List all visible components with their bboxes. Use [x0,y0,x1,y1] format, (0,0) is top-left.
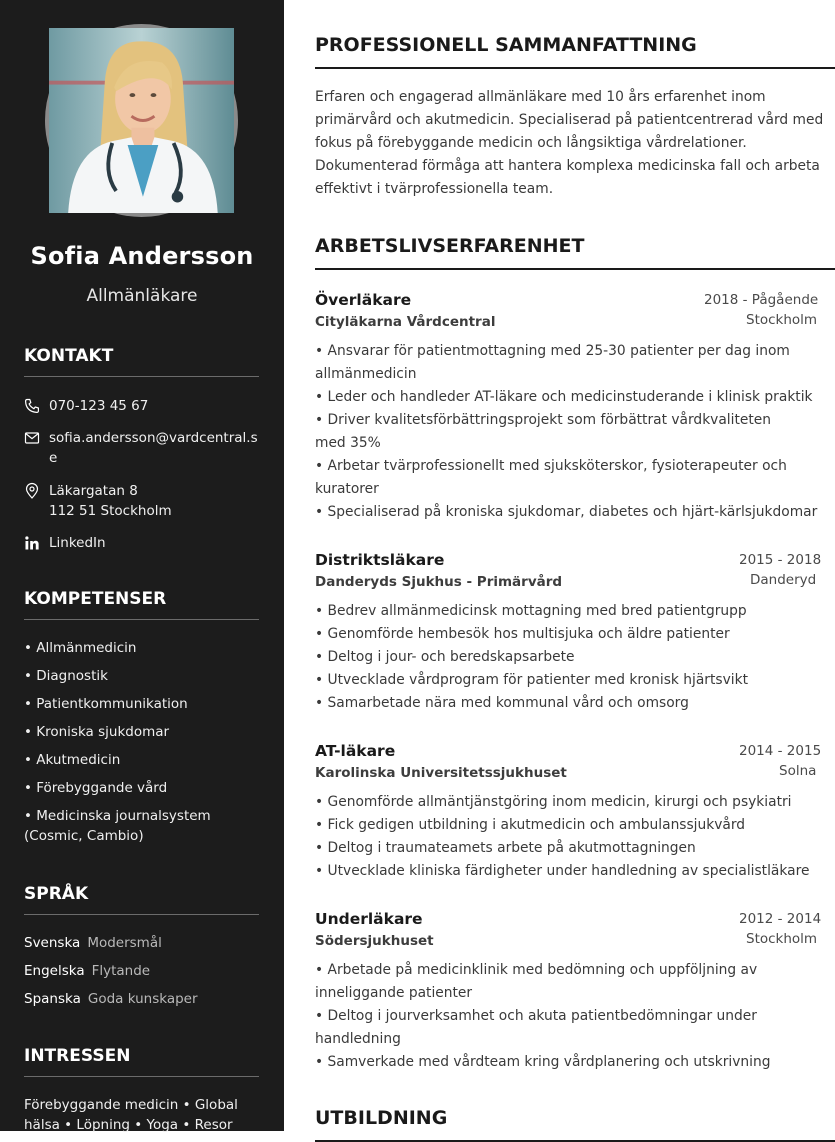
job-bullet: • Arbetade på medicinklinik med bedömning och uppföljning av inneliggande patienter [315,962,758,1001]
job-date: 2014 - 2015 [739,743,822,759]
job-date: 2018 - Pågående [704,292,819,308]
skill-item: • Diagnostik [24,668,108,684]
job-bullets [315,791,810,883]
language-name: Spanska [24,991,81,1007]
job-bullet: • Samarbetade nära med kommunal vård och omsorg [315,695,689,711]
job-bullet: • Specialiserad på kroniska sjukdomar, diabetes och hjärt-kärlsjukdomar [315,504,818,520]
job-title: Underläkare [315,910,423,928]
sidebar [0,0,284,1131]
job-entry [315,741,835,883]
interests-heading: INTRESSEN [24,1046,259,1077]
job-location: Danderyd [750,572,817,588]
main-content [315,0,824,1131]
experience-heading: ARBETSLIVSERFARENHET [315,235,835,270]
summary-line: effektivt i tvärprofessionella team. [315,181,554,197]
location-pin-icon [24,483,40,499]
job-bullet: • Bedrev allmänmedicinsk mottagning med bred patientgrupp [315,603,747,619]
contact-linkedin-text: LinkedIn [49,535,106,551]
skill-item: • Patientkommunikation [24,696,188,712]
job-date: 2012 - 2014 [739,911,822,927]
job-bullet: • Genomförde hembesök hos multisjuka och äldre patienter [315,626,730,642]
skills-heading: KOMPETENSER [24,589,259,620]
phone-icon [24,398,40,414]
summary-text [315,86,824,201]
contact-address [24,481,264,521]
linkedin-icon [24,535,40,551]
job-bullet: • Ansvarar för patientmottagning med 25-30 patienter per dag inom allmänmedicin [315,343,790,382]
language-row [24,961,150,981]
job-bullet: • Driver kvalitetsförbättringsprojekt som förbättrat vårdkvaliteten med 35% [315,412,772,451]
contact-heading: KONTAKT [24,346,259,377]
job-title: Överläkare [315,291,412,309]
job-organization: Karolinska Universitetssjukhuset [315,765,567,781]
skill-item: • Akutmedicin [24,752,121,768]
job-bullet: • Fick gedigen utbildning i akutmedicin och ambulanssjukvård [315,817,746,833]
job-bullets [315,600,800,715]
language-row [24,933,162,953]
job-bullet: • Leder och handleder AT-läkare och medicinstuderande i klinisk praktik [315,389,813,405]
skill-item: • Förebyggande vård [24,780,168,796]
language-level: Flytande [91,963,151,979]
language-level: Modersmål [87,935,162,951]
job-entry [315,909,835,1074]
job-title: Distriktsläkare [315,551,445,569]
job-bullet: • Deltog i jourverksamhet och akuta patientbedömningar under handledning [315,1008,757,1047]
summary-heading: PROFESSIONELL SAMMANFATTNING [315,34,835,69]
job-date: 2015 - 2018 [739,552,822,568]
contact-address-line1: Läkargatan 8 [49,483,138,499]
job-entry [315,550,835,715]
profile-name: Sofia Andersson [30,242,254,270]
contact-phone[interactable] [24,396,264,416]
job-bullet: • Arbetar tvärprofessionellt med sjuksköterskor, fysioterapeuter och kuratorer [315,458,787,497]
languages-heading: SPRÅK [24,884,259,915]
job-organization: Södersjukhuset [315,933,434,949]
skill-item: • Medicinska journalsystem (Cosmic, Cambio) [24,808,211,844]
summary-line: fokus på förebyggande medicin och långsiktiga vårdrelationer. [315,135,747,151]
job-bullet: • Samverkade med vårdteam kring vårdplanering och utskrivning [315,1054,771,1070]
summary-line: Dokumenterad förmåga att hantera komplexa medicinska fall och arbeta [315,158,820,174]
job-bullets [315,959,800,1074]
language-row [24,989,198,1009]
contact-linkedin[interactable] [24,533,264,553]
contact-address-line2: 112 51 Stockholm [49,503,172,519]
contact-phone-text: 070-123 45 67 [49,398,149,414]
avatar [45,24,238,217]
profile-photo [49,28,234,213]
job-bullets [315,340,818,524]
profile-title: Allmänläkare [86,286,198,306]
skill-item: • Allmänmedicin [24,640,137,656]
skill-item: • Kroniska sjukdomar [24,724,170,740]
job-bullet: • Deltog i jour- och beredskapsarbete [315,649,575,665]
language-name: Svenska [24,935,81,951]
summary-line: primärvård och akutmedicin. Specialiserad på patientcentrerad vård med [315,112,824,128]
language-level: Goda kunskaper [87,991,198,1007]
interests-text: Förebyggande medicin • Global hälsa • Löpning • Yoga • Resor [24,1097,238,1133]
job-title: AT-läkare [315,742,396,760]
language-name: Engelska [24,963,85,979]
job-location: Stockholm [746,931,818,947]
mail-icon [24,430,40,446]
job-bullet: • Genomförde allmäntjänstgöring inom medicin, kirurgi och psykiatri [315,794,792,810]
job-entry [315,290,835,524]
job-bullet: • Deltog i traumateamets arbete på akutmottagningen [315,840,696,856]
contact-email-text: sofia.andersson@vardcentral.se [49,430,258,466]
job-location: Solna [779,763,817,779]
contact-email[interactable] [24,428,264,468]
skills-list [24,638,264,854]
job-location: Stockholm [746,312,818,328]
job-bullet: • Utvecklade vårdprogram för patienter med kronisk hjärtsvikt [315,672,748,688]
education-heading: UTBILDNING [315,1107,835,1142]
summary-line: Erfaren och engagerad allmänläkare med 10 års erfarenhet inom [315,89,766,105]
job-bullet: • Utvecklade kliniska färdigheter under handledning av specialistläkare [315,863,810,879]
job-organization: Cityläkarna Vårdcentral [315,314,496,330]
job-organization: Danderyds Sjukhus - Primärvård [315,574,563,590]
